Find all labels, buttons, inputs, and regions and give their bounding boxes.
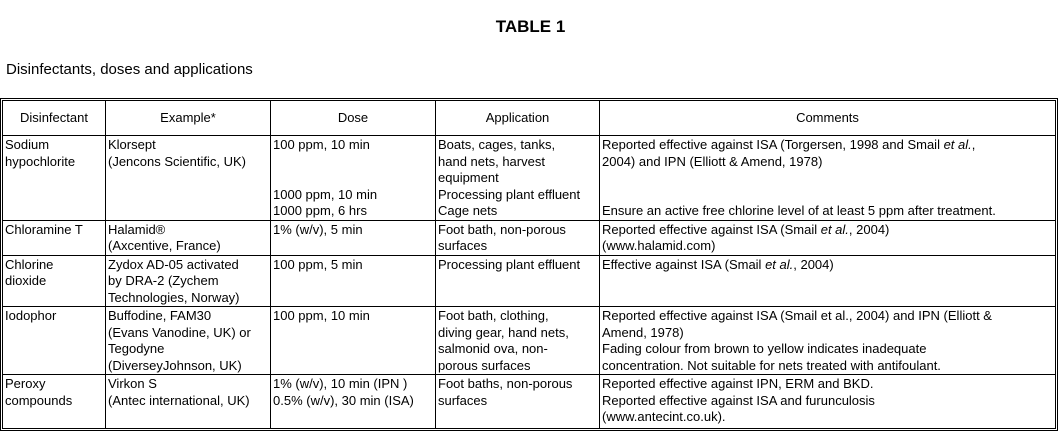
et-al-italic: et al. xyxy=(820,221,849,237)
cell-line: Reported effective against ISA and furunculosis xyxy=(602,392,875,408)
cell-line: (www.antecint.co.uk). xyxy=(602,409,726,424)
comments-cell xyxy=(600,136,1056,221)
et-al-italic: et al. xyxy=(765,256,794,272)
table-row xyxy=(3,136,1056,221)
cell-line: Reported effective against ISA (Smail et al., 2004) xyxy=(602,221,890,237)
cell-line: 100 ppm, 10 min xyxy=(273,308,370,323)
disinfectant-cell xyxy=(3,307,106,375)
cell-line: equipment xyxy=(438,170,499,185)
cell-line: hand nets, harvest xyxy=(438,153,545,169)
dose-cell xyxy=(271,255,436,307)
application-cell xyxy=(436,136,600,221)
application-cell xyxy=(436,255,600,307)
cell-line: Chlorine xyxy=(5,256,54,272)
cell-line: Foot bath, clothing, xyxy=(438,308,549,323)
cell-line: Foot baths, non-porous xyxy=(438,376,573,391)
cell-line: Chloramine T xyxy=(5,221,83,237)
dose-cell xyxy=(271,307,436,375)
cell-line: 100 ppm, 10 min xyxy=(273,137,370,152)
cell-line: Foot bath, non-porous xyxy=(438,221,566,237)
table-subtitle: Disinfectants, doses and applications xyxy=(6,61,253,78)
cell-line: concentration. Not suitable for nets treated with antifoulant. xyxy=(602,357,941,373)
cell-line: 1000 ppm, 6 hrs xyxy=(273,203,367,218)
cell-line: (Axcentive, France) xyxy=(108,238,221,253)
cell-line: Halamid® xyxy=(108,221,166,237)
example-cell xyxy=(106,136,271,221)
cell-line: (Antec international, UK) xyxy=(108,392,250,408)
cell-line: Reported effective against ISA (Torgersen, 1998 and Smail et al., xyxy=(602,137,976,152)
cell-line: Effective against ISA (Smail et al., 2004) xyxy=(602,256,834,272)
header-row xyxy=(3,101,1056,136)
table-row xyxy=(3,307,1056,375)
disinfectant-cell xyxy=(3,136,106,221)
dose-cell xyxy=(271,136,436,221)
disinfectant-cell xyxy=(3,255,106,307)
cell-line: (DiverseyJohnson, UK) xyxy=(108,357,242,373)
cell-line: Processing plant effluent xyxy=(438,256,581,272)
disinfectant-cell xyxy=(3,375,106,429)
application-cell xyxy=(436,375,600,429)
cell-line: Reported effective against ISA (Smail et al., 2004) and IPN (Elliott & xyxy=(602,308,992,323)
cell-line: by DRA-2 (Zychem xyxy=(108,273,219,288)
example-cell xyxy=(106,307,271,375)
cell-line: porous surfaces xyxy=(438,357,531,373)
application-cell xyxy=(436,307,600,375)
cell-line: Fading colour from brown to yellow indicates inadequate xyxy=(602,341,927,356)
cell-line: 0.5% (w/v), 30 min (ISA) xyxy=(273,392,414,408)
cell-line: Reported effective against IPN, ERM and BKD. xyxy=(602,376,874,391)
comments-cell xyxy=(600,307,1056,375)
example-cell xyxy=(106,255,271,307)
cell-line: Peroxy xyxy=(5,376,46,391)
cell-line: 100 ppm, 5 min xyxy=(273,256,363,272)
cell-line: compounds xyxy=(5,392,73,408)
cell-line: 2004) and IPN (Elliott & Amend, 1978) xyxy=(602,153,823,169)
cell-line: 1% (w/v), 10 min (IPN ) xyxy=(273,376,408,391)
cell-line: 1000 ppm, 10 min xyxy=(273,186,378,202)
cell-line: surfaces xyxy=(438,392,488,408)
header-comments: Comments xyxy=(600,101,1056,136)
cell-line: Boats, cages, tanks, xyxy=(438,137,556,152)
comments-cell xyxy=(600,375,1056,429)
cell-line: surfaces xyxy=(438,238,488,253)
cell-line: hypochlorite xyxy=(5,153,76,169)
cell-line: Iodophor xyxy=(5,308,57,323)
comments-cell xyxy=(600,220,1056,255)
cell-line: Amend, 1978) xyxy=(602,324,684,340)
cell-line: (www.halamid.com) xyxy=(602,238,716,253)
disinfectant-cell xyxy=(3,220,106,255)
cell-line: Sodium xyxy=(5,137,50,152)
cell-line: (Jencons Scientific, UK) xyxy=(108,153,246,169)
header-example: Example* xyxy=(106,101,271,136)
dose-cell xyxy=(271,375,436,429)
cell-line: Technologies, Norway) xyxy=(108,289,240,305)
disinfectants-table xyxy=(2,100,1056,429)
dose-cell xyxy=(271,220,436,255)
cell-line: Ensure an active free chlorine level of at least 5 ppm after treatment. xyxy=(602,203,996,218)
table-row xyxy=(3,255,1056,307)
table-row xyxy=(3,220,1056,255)
header-application: Application xyxy=(436,101,600,136)
cell-line: diving gear, hand nets, xyxy=(438,324,569,340)
cell-line: Tegodyne xyxy=(108,341,165,356)
cell-line: Zydox AD-05 activated xyxy=(108,256,239,272)
cell-line: Buffodine, FAM30 xyxy=(108,308,212,323)
cell-line: 1% (w/v), 5 min xyxy=(273,221,363,237)
table-row xyxy=(3,375,1056,429)
example-cell xyxy=(106,375,271,429)
table-title: TABLE 1 xyxy=(495,17,566,36)
cell-line: dioxide xyxy=(5,273,47,288)
cell-line: Virkon S xyxy=(108,376,157,391)
cell-line: Klorsept xyxy=(108,137,156,152)
header-dose: Dose xyxy=(271,101,436,136)
et-al-italic: et al. xyxy=(943,137,972,152)
cell-line: Processing plant effluent xyxy=(438,186,581,202)
cell-line: salmonid ova, non- xyxy=(438,341,548,356)
cell-line: Cage nets xyxy=(438,203,498,218)
application-cell xyxy=(436,220,600,255)
cell-line: (Evans Vanodine, UK) or xyxy=(108,324,251,340)
example-cell xyxy=(106,220,271,255)
comments-cell xyxy=(600,255,1056,307)
header-disinfectant: Disinfectant xyxy=(3,101,106,136)
